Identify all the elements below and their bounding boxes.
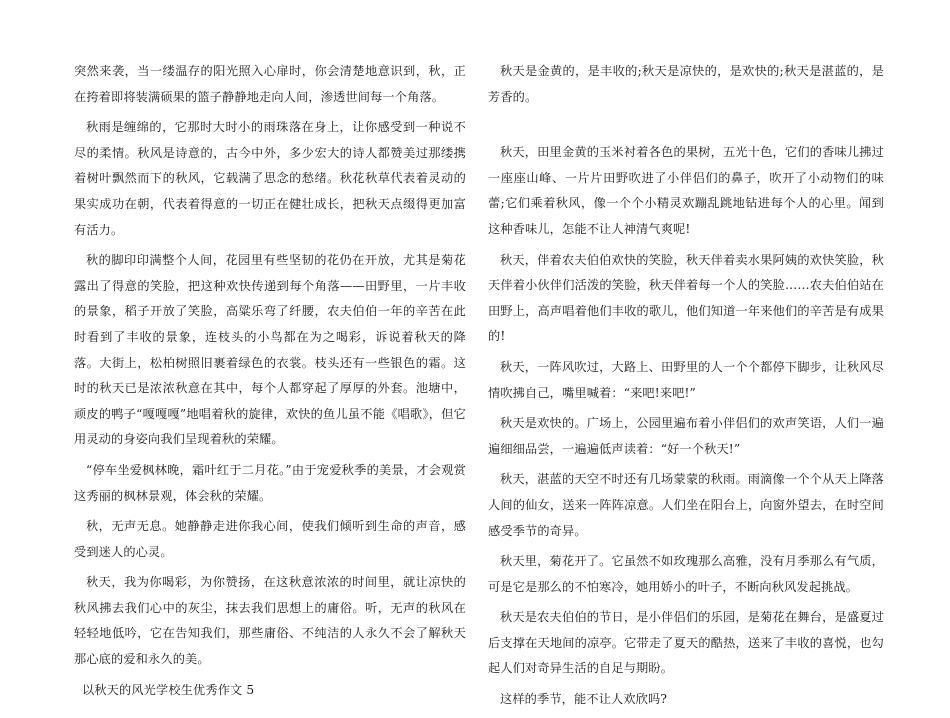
paragraph: “停车坐爱枫林晚，霜叶红于二月花。”由于宠爱秋季的美景，才会观赏这秀丽的枫林景观，体会秋的荣耀。 [74,462,466,503]
essay-title: 以秋天的风光学校生优秀作文 5 [82,682,255,697]
left-column [74,59,466,708]
paragraph: 秋天是金黄的，是丰收的;秋天是凉快的，是欢快的;秋天是湛蓝的，是芳香的。 [488,64,884,104]
paragraph: 这样的季节，能不让人欢欣吗? [500,692,668,707]
paragraph: 秋雨是缠绵的，它那时大时小的雨珠落在身上，让你感受到一种说不尽的柔情。秋风是诗意的，古今中外，多少宏大的诗人都赞美过那缕携着树叶飘然而下的秋风，它载满了思念的愁绪。秋花秋草代表着灵动的果实成功在朝，代表着得意的一切正在健壮成长，把秋天点缀得更加富有活力。 [74,120,466,237]
paragraph: 秋的脚印印满整个人间，花园里有些坚韧的花仍在开放，尤其是菊花露出了得意的笑脸，把这种欢快传递到每个角落——田野里，一片丰收的景象，稻子开放了笑脸，高粱乐弯了纤腰，农夫伯伯一年的辛苦在此时看到了丰收的景象，连枝头的小鸟都在为之喝彩，诉说着秋天的降落。大街上，松柏树照旧裹着绿色的衣裳。枝头还有一些银色的霜。这时的秋天已是浓浓秋意在其中，每个人都穿起了厚厚的外套。池塘中，顽皮的鸭子“嘎嘎嘎”地唱着秋的旋律，欢快的鱼儿虽不能《唱歌》，但它用灵动的身姿向我们呈现着秋的荣耀。 [74,253,466,447]
paragraph: 秋天，湛蓝的天空不时还有几场蒙蒙的秋雨。雨滴像一个个从天上降落人间的仙女，送来一阵阵凉意。人们坐在阳台上，向窗外望去，在时空间感受季节的奇异。 [488,472,884,538]
paragraph: 秋天，伴着农夫伯伯欢快的笑脸，秋天伴着卖水果阿姨的欢快笑脸，秋天伴着小伙伴们活泼的笑脸，秋天伴着每一个人的笑脸……农夫伯伯站在田野上，高声唱着他们丰收的歌儿，他们知道一年来他们的辛苦是有成果的! [488,252,884,344]
paragraph: 秋天是农夫伯伯的节日，是小伴侣们的乐园，是菊花在舞台，是盛夏过后支撑在天地间的凉亭。它带走了夏天的酷热，送来了丰收的喜悦，也勾起人们对奇异生活的自足与期盼。 [488,610,884,676]
right-column [488,59,884,718]
paragraph: 秋天里，菊花开了。它虽然不如玫瑰那么高雅，没有月季那么有气质，可是它是那么的不怕寒冷，她用娇小的叶子，不断向秋风发起挑战。 [488,554,884,594]
paragraph: 秋天，我为你喝彩，为你赞扬，在这秋意浓浓的时间里，就让凉快的秋风拂去我们心中的灰尘，抹去我们思想上的庸俗。听，无声的秋风在轻轻地低吟，它在告知我们，那些庸俗、不纯洁的人永久不会了解秋天那心底的爱和永久的美。 [74,575,466,667]
paragraph: 突然来袭，当一缕温存的阳光照入心扉时，你会清楚地意识到，秋，正在挎着即将装满硕果的篮子静静地走向人间，渗透世间每一个角落。 [74,64,466,104]
paragraph: 秋，无声无息。她静静走进你我心间，使我们倾听到生命的声音，感受到迷人的心灵。 [74,519,466,559]
paragraph: 秋天，一阵风吹过，大路上、田野里的人一个个都停下脚步，让秋风尽情吹拂自己，嘴里喊着：“来吧!来吧!” [488,359,884,400]
paragraph: 秋天是欢快的。广场上，公园里遍布着小伴侣们的欢声笑语，人们一遍遍细细品尝，一遍遍低声读着：“好一个秋天!” [488,416,884,456]
paragraph: 秋天，田里金黄的玉米衬着各色的果树，五光十色，它们的香味儿拂过一座座山峰、一片片田野吹进了小伴侣们的鼻子，吹开了小动物们的味蕾;它们乘着秋风，像一个个小精灵欢蹦乱跳地钻进每个人的心里。闻到这种香味儿，怎能不让人神清气爽呢! [488,145,884,236]
